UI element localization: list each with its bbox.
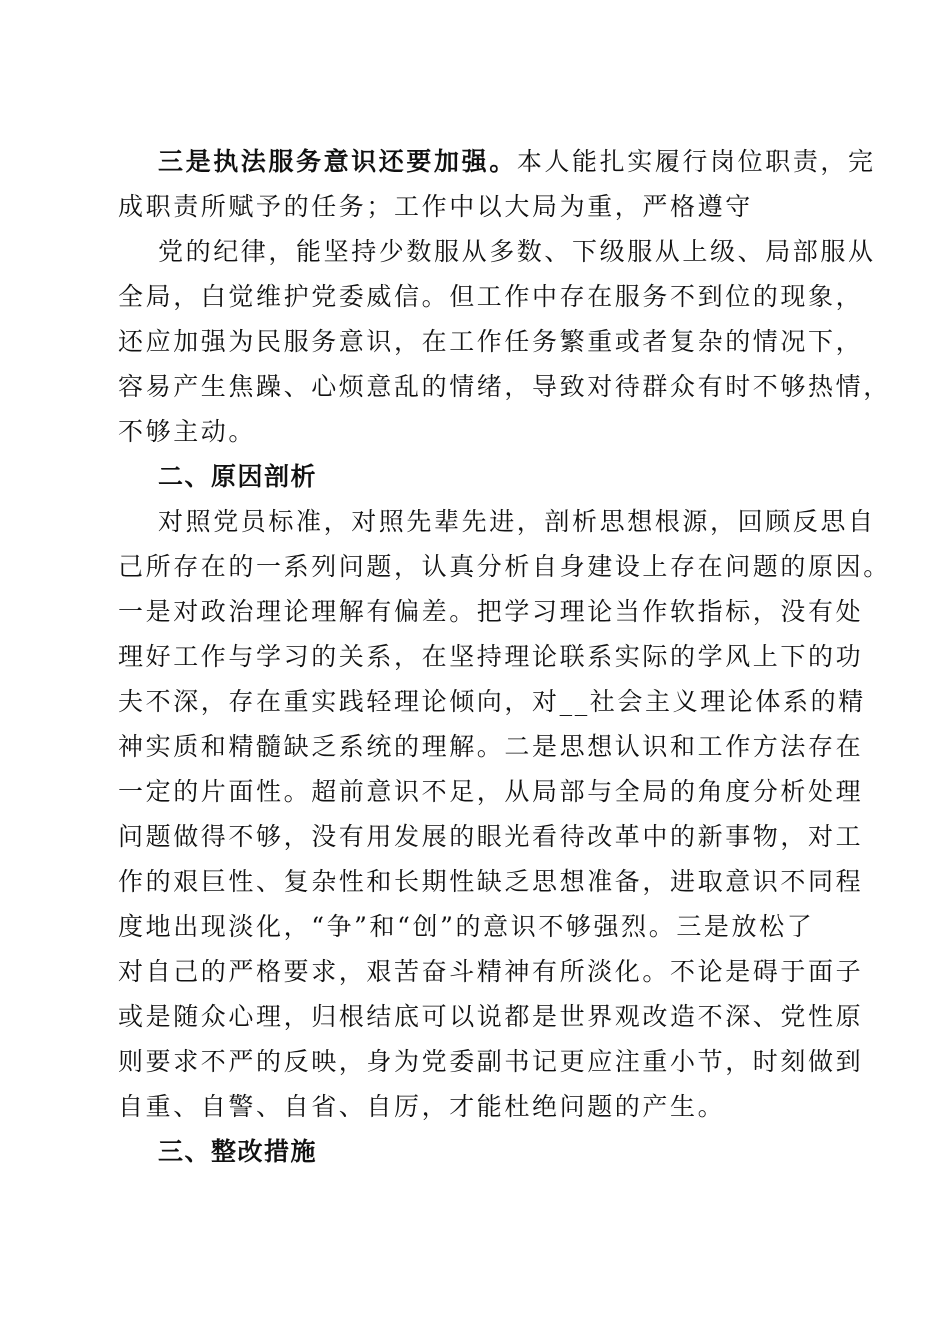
paragraph-line: 度地出现淡化，“争”和“创”的意识不够强烈。三是放松了 (118, 912, 815, 941)
paragraph-line: 神实质和精髓缺乏系统的理解。二是思想认识和工作方法存在 (118, 732, 864, 761)
section-heading: 二、原因剖析 (158, 462, 318, 491)
paragraph-lead: 三是执法服务意识还要加强。 (158, 147, 517, 176)
paragraph-line: 己所存在的一系列问题，认真分析自身建设上存在问题的原因。 (118, 552, 891, 581)
paragraph-line: 对照党员标准，对照先辈先进，剖析思想根源，回顾反思自 (158, 507, 876, 536)
section-heading: 三、整改措施 (158, 1137, 318, 1166)
paragraph-line: 理好工作与学习的关系，在坚持理论联系实际的学风上下的功 (118, 642, 864, 671)
paragraph-line: 则要求不严的反映，身为党委副书记更应注重小节，时刻做到 (118, 1047, 864, 1076)
paragraph-line: 或是随众心理，归根结底可以说都是世界观改造不深、党性原 (118, 1002, 864, 1031)
paragraph-line: 容易产生焦躁、心烦意乱的情绪，导致对待群众有时不够热情， (118, 372, 891, 401)
paragraph-line: 一定的片面性。超前意识不足，从局部与全局的角度分析处理 (118, 777, 864, 806)
paragraph-line: 一是对政治理论理解有偏差。把学习理论当作软指标，没有处 (118, 597, 864, 626)
paragraph-line: 夫不深，存在重实践轻理论倾向，对__社会主义理论体系的精 (118, 687, 866, 716)
paragraph-line: 党的纪律，能坚持少数服从多数、下级服从上级、局部服从 (158, 237, 876, 266)
paragraph-line: 自重、自警、自省、自厉，才能杜绝问题的产生。 (118, 1092, 726, 1121)
paragraph-line: 成职责所赋予的任务；工作中以大局为重，严格遵守 (118, 192, 753, 221)
paragraph-line: 作的艰巨性、复杂性和长期性缺乏思想准备，进取意识不同程 (118, 867, 864, 896)
paragraph-line: 还应加强为民服务意识，在工作任务繁重或者复杂的情况下， (118, 327, 864, 356)
paragraph-line: 全局，白觉维护党委威信。但工作中存在服务不到位的现象， (118, 282, 864, 311)
paragraph-line (158, 147, 876, 177)
paragraph-line: 对自己的严格要求，艰苦奋斗精神有所淡化。不论是碍于面子 (118, 957, 864, 986)
paragraph-text: 本人能扎实履行岗位职责，完 (516, 147, 876, 176)
paragraph-line: 问题做得不够，没有用发展的眼光看待改革中的新事物，对工 (118, 822, 864, 851)
paragraph-line: 不够主动。 (118, 417, 257, 446)
